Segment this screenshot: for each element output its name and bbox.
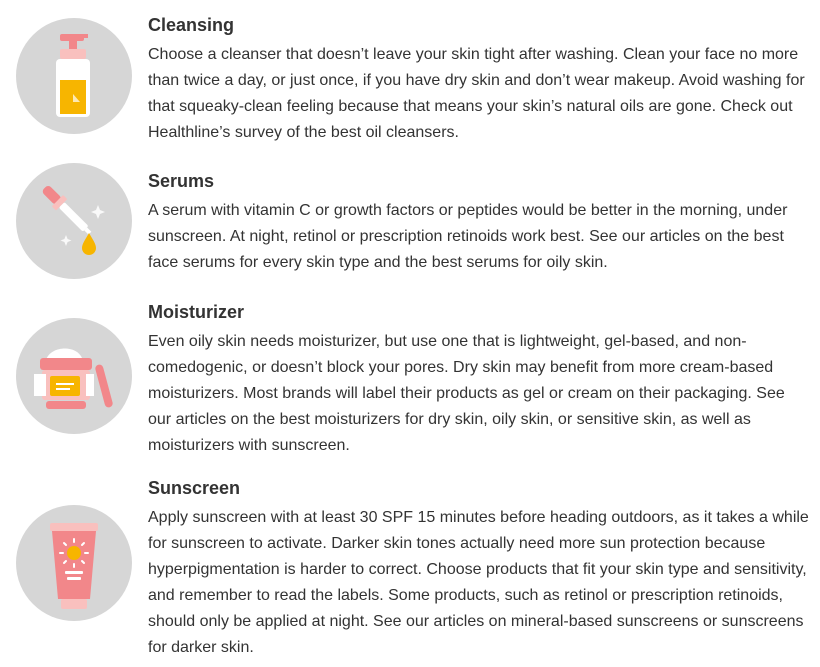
- section-body: Choose a cleanser that doesn’t leave your skin tight after washing. Clean your face no more than twice a day, or just once, if you have dry skin and don’t wear makeup. Avoid washing for that squeaky-clean feeling because that means your skin’s natural oils are gone. Check out Healthline’s survey of the best oil cleansers.: [148, 46, 805, 141]
- pump-bottle-icon: [16, 18, 132, 134]
- cream-jar-icon: [16, 318, 132, 434]
- section-body: Even oily skin needs moisturizer, but use one that is lightweight, gel-based, and non-comedogenic, or doesn’t block your pores. Dry skin may benefit from more cream-based moisturizers. Most brands will label their products as gel or cream on their packaging. See our articles on the best moisturizers for dry skin, oily skin, or sensitive skin, as well as moisturizers with sunscreen.: [148, 333, 785, 454]
- dropper-icon: [16, 163, 132, 279]
- section-body: Apply sunscreen with at least 30 SPF 15 minutes before heading outdoors, as it takes a while for sunscreen to activate. Darker skin tones actually need more sun protection because hyperpigmentation is harder to correct. Choose products that fit your skin type and sensitivity, and remember to read the labels. Some products, such as retinol or prescription retinoids, should only be applied at night. See our articles on mineral-based sunscreens or sunscreens for darker skin.: [148, 509, 809, 656]
- section-body: A serum with vitamin C or growth factors or peptides would be better in the morning, under sunscreen. At night, retinol or prescription retinoids work best. See our articles on the best face serums for every skin type and the best serums for oily skin.: [148, 202, 788, 271]
- section-title: Cleansing: [148, 15, 235, 35]
- section-title: Serums: [148, 171, 215, 191]
- section-title: Moisturizer: [148, 302, 245, 322]
- section-title: Sunscreen: [148, 478, 241, 498]
- sunscreen-tube-icon: [16, 505, 132, 621]
